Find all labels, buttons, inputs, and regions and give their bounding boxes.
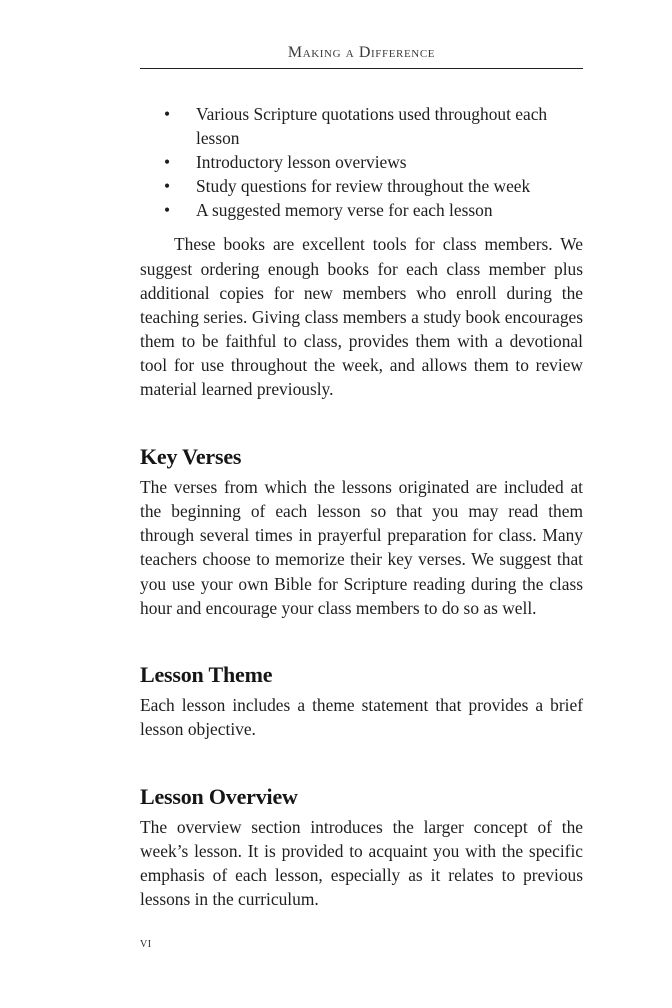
bullet-icon: • [164, 152, 171, 173]
list-item [140, 150, 583, 174]
list-item-text: Introductory lesson overviews [196, 152, 407, 173]
intro-paragraph: These books are excellent tools for class members. We suggest ordering enough books for each class member plus additional copies for new members who enroll during the teaching series. Giving class members a study book encourages them to be faithful to class, provides them with a devotional tool for use throughout the week, and allows them to review material learned previously. [140, 234, 583, 400]
bullet-icon: • [164, 176, 171, 197]
bullet-icon: • [164, 104, 171, 124]
header-rule [140, 68, 583, 69]
section-body-key-verses: The verses from which the lessons originated are included at the beginning of each lesson so that you may read them through several times in prayerful preparation for class. Many teachers choose to memorize their key verses. We suggest that you use your own Bible for Scripture reading during the class hour and encourage your class members to do so as well. [140, 477, 583, 618]
running-head: Making a Difference [287, 44, 436, 61]
section-body-lesson-overview: The overview section introduces the larger concept of the week’s lesson. It is provided to acquaint you with the specific emphasis of each lesson, especially as it relates to previous lessons in the curriculum. [140, 816, 583, 910]
list-item-text: A suggested memory verse for each lesson [196, 200, 493, 221]
section-heading-lesson-theme: Lesson Theme [140, 661, 273, 687]
list-item-text: Various Scripture quotations used throughout each lesson [196, 104, 548, 149]
list-item-text: Study questions for review throughout the week [196, 176, 531, 197]
section-heading-lesson-overview: Lesson Overview [140, 783, 298, 809]
bullet-icon: • [164, 200, 171, 221]
feature-list [140, 102, 583, 222]
section-heading-key-verses: Key Verses [140, 444, 242, 470]
list-item [140, 174, 583, 198]
page-number: vi [140, 936, 152, 951]
list-item [140, 198, 583, 222]
list-item [140, 102, 583, 150]
section-body-lesson-theme: Each lesson includes a theme statement that provides a brief lesson objective. [140, 694, 583, 739]
page-body [140, 102, 583, 911]
